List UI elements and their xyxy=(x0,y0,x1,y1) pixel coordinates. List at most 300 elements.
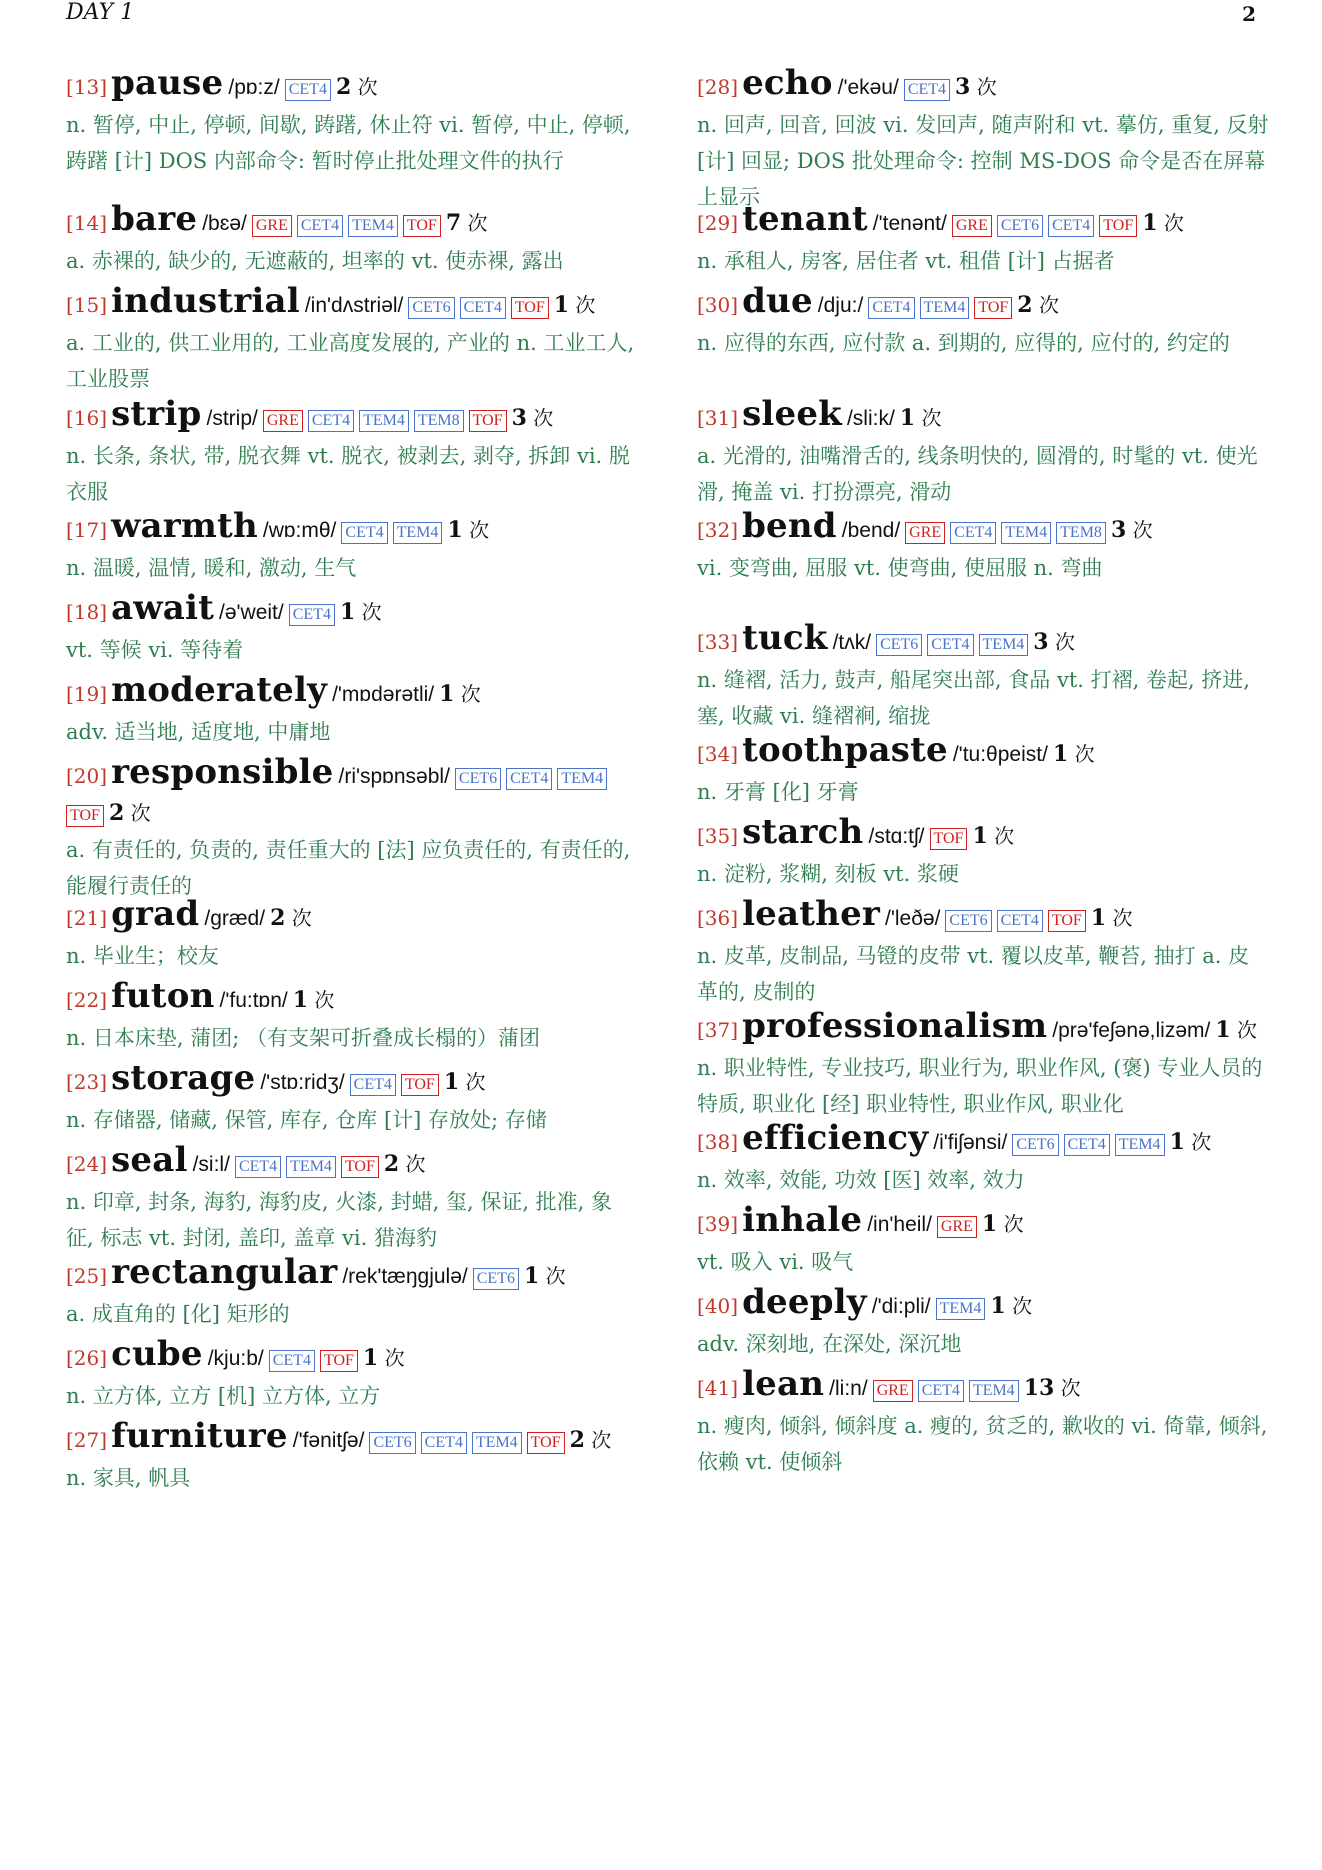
entry-headline xyxy=(697,618,1269,660)
exam-tag-badge: TEM4 xyxy=(969,1380,1019,1402)
entry-headline xyxy=(66,199,638,241)
exam-tag-badge: TEM4 xyxy=(286,1156,336,1178)
vocab-entry xyxy=(697,63,1269,215)
occurrence-count xyxy=(1111,513,1153,547)
vocab-entry xyxy=(66,894,638,974)
entry-headline xyxy=(66,394,638,436)
entry-phonetic: /sli:k/ xyxy=(846,407,895,430)
occurrence-count xyxy=(524,1259,566,1293)
entry-definition: n. 暂停, 中止, 停顿, 间歇, 踌躇, 休止符 vi. 暂停, 中止, 停顿, 踌躇 [计] DOS 内部命令: 暂时停止批处理文件的执行 xyxy=(66,113,631,173)
entry-headline xyxy=(66,281,638,323)
occurrence-count xyxy=(444,1065,486,1099)
entry-phonetic: /bend/ xyxy=(841,519,901,542)
vocab-entry xyxy=(697,894,1269,1010)
vocab-entry xyxy=(697,1364,1269,1480)
entry-headline xyxy=(697,199,1269,241)
exam-tag-badge: CET4 xyxy=(997,910,1043,932)
entry-word: lean xyxy=(742,1364,825,1404)
count-suffix: 次 xyxy=(1074,742,1095,766)
entry-definition: a. 光滑的, 油嘴滑舌的, 线条明快的, 圆滑的, 时髦的 vt. 使光滑, 掩盖 vi. 打扮漂亮, 滑动 xyxy=(697,444,1258,504)
entry-index: [39] xyxy=(697,1212,739,1236)
entry-headline xyxy=(697,894,1269,936)
entry-word: echo xyxy=(742,63,833,103)
entry-index: [36] xyxy=(697,906,739,930)
entry-definition: n. 淀粉, 浆糊, 刻板 vt. 浆硬 xyxy=(697,862,959,886)
entry-definition: n. 牙膏 [化] 牙膏 xyxy=(697,780,859,804)
count-number: 1 xyxy=(362,1345,379,1371)
vocab-entry xyxy=(697,730,1269,810)
entry-phonetic: /dju:/ xyxy=(817,294,864,317)
count-suffix: 次 xyxy=(469,518,490,542)
entry-word: inhale xyxy=(742,1200,863,1240)
exam-tag-badge: GRE xyxy=(937,1216,977,1238)
entry-word: efficiency xyxy=(742,1118,929,1158)
exam-tag-badge: TOF xyxy=(527,1432,565,1454)
entry-index: [41] xyxy=(697,1376,739,1400)
exam-tag-badge: CET4 xyxy=(506,768,552,790)
count-number: 2 xyxy=(335,74,352,100)
count-number: 1 xyxy=(1090,905,1107,931)
occurrence-count xyxy=(955,70,997,104)
exam-tag-badge: TEM4 xyxy=(557,768,607,790)
entry-index: [24] xyxy=(66,1152,108,1176)
count-suffix: 次 xyxy=(405,1152,426,1176)
entry-headline xyxy=(66,1334,638,1376)
entry-headline xyxy=(697,506,1269,548)
exam-tag-badge: TOF xyxy=(320,1350,358,1372)
entry-definition: n. 瘦肉, 倾斜, 倾斜度 a. 瘦的, 贫乏的, 歉收的 vi. 倚靠, 倾斜, 依赖 vt. 使倾斜 xyxy=(697,1414,1268,1474)
occurrence-count xyxy=(109,796,151,830)
entry-phonetic: /strip/ xyxy=(206,407,258,430)
entry-index: [22] xyxy=(66,988,108,1012)
occurrence-count xyxy=(363,1341,405,1375)
entry-index: [23] xyxy=(66,1070,108,1094)
count-number: 3 xyxy=(511,405,527,431)
entry-word: deeply xyxy=(742,1282,867,1322)
exam-tag-badge: TOF xyxy=(469,410,507,432)
entry-word: starch xyxy=(742,812,864,852)
exam-tag-badge: CET4 xyxy=(950,522,996,544)
count-suffix: 次 xyxy=(130,801,151,825)
occurrence-count xyxy=(447,513,489,547)
entry-headline xyxy=(697,63,1269,105)
entry-phonetic: /si:l/ xyxy=(192,1153,230,1176)
occurrence-count xyxy=(1033,625,1075,659)
entry-word: leather xyxy=(742,894,881,934)
vocab-entry xyxy=(66,281,638,397)
exam-tag-badge: TEM4 xyxy=(359,410,409,432)
count-number: 1 xyxy=(439,681,455,707)
vocab-entry xyxy=(66,752,638,904)
vocab-entry xyxy=(697,618,1269,734)
entry-definition: vi. 变弯曲, 屈服 vt. 使弯曲, 使屈服 n. 弯曲 xyxy=(697,556,1103,580)
count-number: 1 xyxy=(523,1263,540,1289)
entry-index: [19] xyxy=(66,682,108,706)
entry-definition: n. 回声, 回音, 回波 vi. 发回声, 随声附和 vt. 摹仿, 重复, 反射 [计] 回显; DOS 批处理命令: 控制 MS-DOS 命令是否在屏幕上显示 xyxy=(697,113,1269,209)
entry-phonetic: /wɒ:mθ/ xyxy=(262,519,337,542)
exam-tag-badge: TEM8 xyxy=(414,410,464,432)
entry-phonetic: /pɒ:z/ xyxy=(228,76,280,99)
entry-word: seal xyxy=(111,1140,188,1180)
entry-word: furniture xyxy=(111,1416,288,1456)
exam-tag-badge: CET4 xyxy=(350,1074,396,1096)
count-number: 1 xyxy=(1142,210,1158,236)
entry-word: sleek xyxy=(742,394,842,434)
entry-index: [16] xyxy=(66,406,108,430)
entry-headline xyxy=(66,1252,638,1294)
exam-tag-badge: CET4 xyxy=(285,79,331,101)
entry-headline xyxy=(66,506,638,548)
entry-word: professionalism xyxy=(742,1006,1048,1046)
entry-headline xyxy=(697,1364,1269,1406)
entry-phonetic: /kju:b/ xyxy=(207,1347,264,1370)
exam-tag-badge: CET6 xyxy=(473,1268,519,1290)
entry-word: cube xyxy=(111,1334,203,1374)
exam-tag-badge: TEM4 xyxy=(348,215,398,237)
entry-index: [28] xyxy=(697,75,739,99)
entry-word: grad xyxy=(111,894,200,934)
entry-definition: n. 温暖, 温情, 暖和, 激动, 生气 xyxy=(66,556,357,580)
exam-tag-badge: TEM4 xyxy=(979,634,1029,656)
entry-phonetic: /'fənitʃə/ xyxy=(292,1429,365,1452)
entry-index: [31] xyxy=(697,406,739,430)
entry-headline xyxy=(697,1200,1269,1242)
exam-tag-badge: CET4 xyxy=(269,1350,315,1372)
entry-index: [14] xyxy=(66,211,108,235)
entry-index: [35] xyxy=(697,824,739,848)
exam-tag-badge: CET4 xyxy=(904,79,950,101)
count-number: 7 xyxy=(445,210,462,236)
occurrence-count xyxy=(384,1147,426,1181)
exam-tag-badge: TEM4 xyxy=(920,297,970,319)
entry-definition: a. 赤裸的, 缺少的, 无遮蔽的, 坦率的 vt. 使赤裸, 露出 xyxy=(66,249,564,273)
entry-phonetic: /in'heil/ xyxy=(867,1213,932,1236)
count-number: 3 xyxy=(1110,517,1127,543)
count-suffix: 次 xyxy=(545,1264,566,1288)
entry-index: [18] xyxy=(66,600,108,624)
occurrence-count xyxy=(1142,206,1184,240)
entry-definition: a. 工业的, 供工业用的, 工业高度发展的, 产业的 n. 工业工人, 工业股票 xyxy=(66,331,635,391)
count-number: 1 xyxy=(339,599,356,625)
entry-headline xyxy=(697,1282,1269,1324)
count-suffix: 次 xyxy=(467,211,488,235)
entry-word: industrial xyxy=(111,281,300,321)
entry-definition: n. 职业特性, 专业技巧, 职业行为, 职业作风, (褒) 专业人员的特质, 职业化 [经] 职业特性, 职业作风, 职业化 xyxy=(697,1056,1263,1116)
count-suffix: 次 xyxy=(1163,211,1184,235)
count-number: 1 xyxy=(990,1293,1006,1319)
count-number: 1 xyxy=(981,1211,998,1237)
entry-word: warmth xyxy=(111,506,258,546)
entry-word: storage xyxy=(111,1058,256,1098)
entry-word: tenant xyxy=(742,199,868,239)
count-number: 1 xyxy=(972,823,988,849)
count-suffix: 次 xyxy=(1054,630,1075,654)
count-suffix: 次 xyxy=(314,988,335,1012)
exam-tag-badge: CET6 xyxy=(369,1432,415,1454)
entry-definition: n. 毕业生；校友 xyxy=(66,944,219,968)
vocab-entry xyxy=(697,506,1269,586)
exam-tag-badge: CET6 xyxy=(997,215,1043,237)
entry-phonetic: /'leðə/ xyxy=(885,907,941,930)
occurrence-count xyxy=(990,1289,1032,1323)
entry-headline xyxy=(66,63,638,105)
entry-index: [34] xyxy=(697,742,739,766)
count-suffix: 次 xyxy=(591,1428,612,1452)
occurrence-count xyxy=(982,1207,1024,1241)
entry-phonetic: /'tu:θpeist/ xyxy=(952,743,1048,766)
entry-phonetic: /ə'weit/ xyxy=(219,601,284,624)
count-suffix: 次 xyxy=(1112,906,1133,930)
entry-phonetic: /'stɒ:ridʒ/ xyxy=(260,1071,345,1094)
entry-headline xyxy=(66,894,638,936)
entry-index: [32] xyxy=(697,518,739,542)
count-suffix: 次 xyxy=(575,293,596,317)
vocab-entry xyxy=(697,1006,1269,1122)
exam-tag-badge: TOF xyxy=(511,297,549,319)
entry-phonetic: /'di:pli/ xyxy=(871,1295,931,1318)
vocab-entry xyxy=(697,812,1269,892)
entry-definition: n. 效率, 效能, 功效 [医] 效率, 效力 xyxy=(697,1168,1025,1192)
count-number: 1 xyxy=(1169,1129,1185,1155)
count-number: 2 xyxy=(1017,292,1033,318)
occurrence-count xyxy=(336,70,378,104)
entry-definition: vt. 等候 vi. 等待着 xyxy=(66,638,244,662)
entry-phonetic: /'ekəu/ xyxy=(837,76,899,99)
exam-tag-badge: TEM4 xyxy=(936,1298,986,1320)
exam-tag-badge: CET4 xyxy=(308,410,354,432)
exam-tag-badge: GRE xyxy=(952,215,992,237)
vocab-entry xyxy=(66,506,638,586)
entry-definition: n. 长条, 条状, 带, 脱衣舞 vt. 脱衣, 被剥去, 剥夺, 拆卸 vi. 脱衣服 xyxy=(66,444,630,504)
vocab-entry xyxy=(66,1252,638,1332)
entry-phonetic: /i'fiʃənsi/ xyxy=(933,1131,1008,1154)
entry-headline xyxy=(697,1006,1269,1048)
occurrence-count xyxy=(1024,1371,1081,1405)
entry-phonetic: /bɛə/ xyxy=(202,212,247,235)
exam-tag-badge: CET4 xyxy=(868,297,914,319)
exam-tag-badge: TOF xyxy=(974,297,1012,319)
count-suffix: 次 xyxy=(465,1070,486,1094)
entry-phonetic: /rek'tæŋgjulə/ xyxy=(342,1265,468,1288)
vocab-entry xyxy=(66,1140,638,1256)
entry-index: [15] xyxy=(66,293,108,317)
entry-headline xyxy=(66,752,638,830)
exam-tag-badge: GRE xyxy=(905,522,945,544)
entry-word: bend xyxy=(742,506,837,546)
exam-tag-badge: CET4 xyxy=(297,215,343,237)
exam-tag-badge: CET6 xyxy=(876,634,922,656)
entry-phonetic: /græd/ xyxy=(204,907,266,930)
entry-headline xyxy=(66,588,638,630)
entry-definition: a. 有责任的, 负责的, 责任重大的 [法] 应负责任的, 有责任的, 能履行责任的 xyxy=(66,838,631,898)
exam-tag-badge: CET4 xyxy=(1048,215,1094,237)
entry-word: futon xyxy=(111,976,215,1016)
count-suffix: 次 xyxy=(361,600,382,624)
vocab-entry xyxy=(66,670,638,750)
vocab-entry xyxy=(66,1058,638,1138)
exam-tag-badge: CET4 xyxy=(918,1380,964,1402)
entry-definition: n. 存储器, 储藏, 保管, 库存, 仓库 [计] 存放处; 存储 xyxy=(66,1108,547,1132)
count-suffix: 次 xyxy=(460,682,481,706)
exam-tag-badge: TOF xyxy=(1048,910,1086,932)
entry-phonetic: /tʌk/ xyxy=(832,631,872,654)
entry-headline xyxy=(66,976,638,1018)
entry-headline xyxy=(697,281,1269,323)
vocab-entry xyxy=(697,1200,1269,1280)
vocab-entry xyxy=(66,976,638,1056)
exam-tag-badge: CET4 xyxy=(421,1432,467,1454)
entry-phonetic: /'mɒdərətli/ xyxy=(332,683,435,706)
entry-headline xyxy=(66,1058,638,1100)
exam-tag-badge: CET4 xyxy=(1064,1134,1110,1156)
entry-headline xyxy=(697,394,1269,436)
count-suffix: 次 xyxy=(994,824,1015,848)
count-number: 2 xyxy=(383,1151,400,1177)
count-suffix: 次 xyxy=(1060,1376,1081,1400)
entry-word: responsible xyxy=(111,752,334,792)
vocab-entry xyxy=(66,1416,638,1496)
exam-tag-badge: CET4 xyxy=(235,1156,281,1178)
entry-phonetic: /'fu:tɒn/ xyxy=(219,989,288,1012)
entry-index: [26] xyxy=(66,1346,108,1370)
occurrence-count xyxy=(570,1423,612,1457)
entry-definition: n. 立方体, 立方 [机] 立方体, 立方 xyxy=(66,1384,381,1408)
count-number: 1 xyxy=(443,1069,460,1095)
entry-definition: vt. 吸入 vi. 吸气 xyxy=(697,1250,854,1274)
vocab-entry xyxy=(66,63,638,179)
entry-headline xyxy=(697,812,1269,854)
exam-tag-badge: GRE xyxy=(252,215,292,237)
count-suffix: 次 xyxy=(1003,1212,1024,1236)
exam-tag-badge: CET6 xyxy=(945,910,991,932)
exam-tag-badge: TOF xyxy=(403,215,441,237)
count-number: 1 xyxy=(1052,741,1069,767)
exam-tag-badge: GRE xyxy=(873,1380,913,1402)
entry-index: [40] xyxy=(697,1294,739,1318)
occurrence-count xyxy=(340,595,382,629)
exam-tag-badge: TEM4 xyxy=(393,522,443,544)
vocab-entry xyxy=(697,1118,1269,1198)
occurrence-count xyxy=(1017,288,1059,322)
occurrence-count xyxy=(270,901,312,935)
occurrence-count xyxy=(1053,737,1095,771)
count-number: 3 xyxy=(1033,629,1049,655)
count-number: 3 xyxy=(955,74,971,100)
vocab-entry xyxy=(66,588,638,668)
count-number: 1 xyxy=(292,987,309,1013)
entry-definition: adv. 适当地, 适度地, 中庸地 xyxy=(66,720,331,744)
count-number: 1 xyxy=(899,405,916,431)
entry-word: bare xyxy=(111,199,198,239)
entry-index: [27] xyxy=(66,1428,108,1452)
page-header-day: DAY 1 xyxy=(66,0,135,25)
count-number: 1 xyxy=(1215,1017,1231,1043)
entry-word: moderately xyxy=(111,670,328,710)
exam-tag-badge: CET6 xyxy=(408,297,454,319)
count-number: 1 xyxy=(553,292,570,318)
page-number: 2 xyxy=(1242,2,1256,26)
count-suffix: 次 xyxy=(976,75,997,99)
count-suffix: 次 xyxy=(1132,518,1153,542)
vocab-entry xyxy=(66,1334,638,1414)
exam-tag-badge: CET4 xyxy=(927,634,973,656)
entry-headline xyxy=(697,730,1269,772)
entry-index: [25] xyxy=(66,1264,108,1288)
entry-definition: n. 承租人, 房客, 居住者 vt. 租借 [计] 占据者 xyxy=(697,249,1115,273)
occurrence-count xyxy=(293,983,335,1017)
entry-index: [29] xyxy=(697,211,739,235)
occurrence-count xyxy=(1215,1013,1257,1047)
entry-definition: a. 成直角的 [化] 矩形的 xyxy=(66,1302,290,1326)
entry-headline xyxy=(66,1416,638,1458)
count-suffix: 次 xyxy=(1237,1018,1258,1042)
entry-index: [37] xyxy=(697,1018,739,1042)
entry-definition: n. 日本床垫, 蒲团; （有支架可折叠成长榻的）蒲团 xyxy=(66,1026,540,1050)
entry-word: await xyxy=(111,588,215,628)
count-suffix: 次 xyxy=(291,906,312,930)
entry-word: pause xyxy=(111,63,224,103)
occurrence-count xyxy=(446,206,488,240)
entry-word: strip xyxy=(111,394,202,434)
entry-index: [13] xyxy=(66,75,108,99)
count-suffix: 次 xyxy=(1038,293,1059,317)
entry-index: [21] xyxy=(66,906,108,930)
occurrence-count xyxy=(439,677,481,711)
occurrence-count xyxy=(972,819,1014,853)
entry-definition: n. 应得的东西, 应付款 a. 到期的, 应得的, 应付的, 约定的 xyxy=(697,331,1230,355)
entry-phonetic: /prə'feʃənə,lizəm/ xyxy=(1052,1019,1211,1042)
occurrence-count xyxy=(554,288,596,322)
count-number: 2 xyxy=(270,905,286,931)
entry-definition: n. 家具, 帆具 xyxy=(66,1466,191,1490)
entry-index: [20] xyxy=(66,764,108,788)
vocab-entry xyxy=(66,394,638,510)
count-suffix: 次 xyxy=(1012,1294,1033,1318)
entry-index: [33] xyxy=(697,630,739,654)
entry-phonetic: /in'dʌstriəl/ xyxy=(304,294,404,317)
occurrence-count xyxy=(900,401,942,435)
exam-tag-badge: TEM4 xyxy=(472,1432,522,1454)
entry-index: [30] xyxy=(697,293,739,317)
vocab-entry xyxy=(697,199,1269,279)
count-suffix: 次 xyxy=(384,1346,405,1370)
entry-headline xyxy=(66,670,638,712)
count-suffix: 次 xyxy=(533,406,554,430)
entry-definition: n. 印章, 封条, 海豹, 海豹皮, 火漆, 封蜡, 玺, 保证, 批准, 象征, 标志 vt. 封闭, 盖印, 盖章 vi. 猎海豹 xyxy=(66,1190,613,1250)
entry-index: [38] xyxy=(697,1130,739,1154)
exam-tag-badge: TEM4 xyxy=(1001,522,1051,544)
exam-tag-badge: TOF xyxy=(341,1156,379,1178)
entry-headline xyxy=(66,1140,638,1182)
vocab-entry xyxy=(697,394,1269,510)
count-number: 2 xyxy=(108,800,125,826)
entry-phonetic: /li:n/ xyxy=(829,1377,868,1400)
entry-definition: n. 缝褶, 活力, 鼓声, 船尾突出部, 食品 vt. 打褶, 卷起, 挤进, 塞, 收藏 vi. 缝褶裥, 缩拢 xyxy=(697,668,1250,728)
exam-tag-badge: TEM4 xyxy=(1115,1134,1165,1156)
entry-word: tuck xyxy=(742,618,828,658)
count-suffix: 次 xyxy=(1191,1130,1212,1154)
exam-tag-badge: GRE xyxy=(263,410,303,432)
entry-index: [17] xyxy=(66,518,108,542)
occurrence-count xyxy=(1170,1125,1212,1159)
exam-tag-badge: TOF xyxy=(401,1074,439,1096)
exam-tag-badge: CET4 xyxy=(460,297,506,319)
entry-word: toothpaste xyxy=(742,730,948,770)
entry-phonetic: /ri'spɒnsəbl/ xyxy=(338,765,450,788)
occurrence-count xyxy=(1091,901,1133,935)
entry-definition: adv. 深刻地, 在深处, 深沉地 xyxy=(697,1332,962,1356)
count-number: 1 xyxy=(447,517,463,543)
